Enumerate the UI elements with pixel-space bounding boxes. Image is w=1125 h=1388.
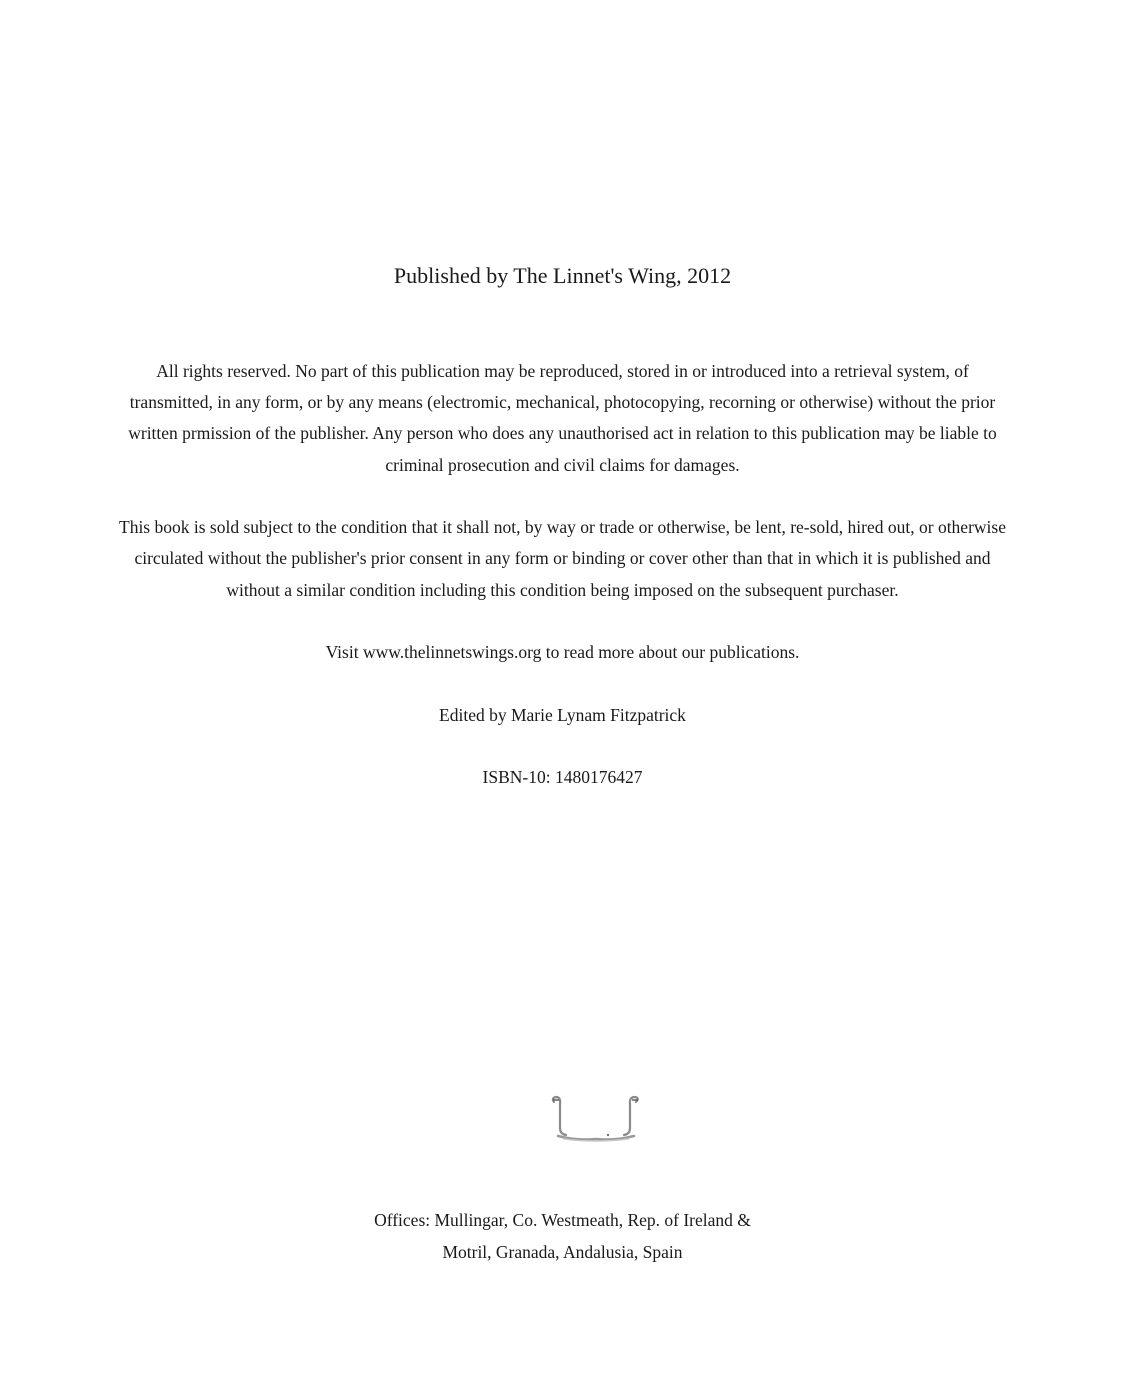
editor-credit: Edited by Marie Lynam Fitzpatrick (439, 705, 686, 725)
rights-line-2: transmitted, in any form, or by any means (electromic, mechanical, photocopying, recorning or otherwise) without the prior (129, 392, 996, 412)
rights-line-1: All rights reserved. No part of this publication may be reproduced, stored in or introduced into a retrieval system, of (156, 361, 969, 381)
isbn-number: ISBN-10: 1480176427 (482, 767, 643, 787)
offices-line-2: Motril, Granada, Andalusia, Spain (442, 1242, 683, 1262)
condition-line-3: without a similar condition including this condition being imposed on the subsequent purchaser. (226, 580, 899, 600)
visit-website-text: Visit www.thelinnetswings.org to read more about our publications. (325, 642, 800, 662)
rights-line-4: criminal prosecution and civil claims for damages. (385, 455, 740, 475)
offices-line-1: Offices: Mullingar, Co. Westmeath, Rep. of Ireland & (374, 1210, 751, 1230)
condition-line-2: circulated without the publisher's prior consent in any form or binding or cover other than that in which it is published and (134, 548, 991, 568)
condition-line-1: This book is sold subject to the condition that it shall not, by way or trade or otherwise, be lent, re-sold, hired out, or otherwise (119, 517, 1006, 537)
rights-line-3: written prmission of the publisher. Any person who does any unauthorised act in relation to this publication may be liable to (128, 423, 997, 443)
publisher-logo-icon (548, 1094, 644, 1144)
publisher-title: Published by The Linnet's Wing, 2012 (393, 263, 732, 288)
